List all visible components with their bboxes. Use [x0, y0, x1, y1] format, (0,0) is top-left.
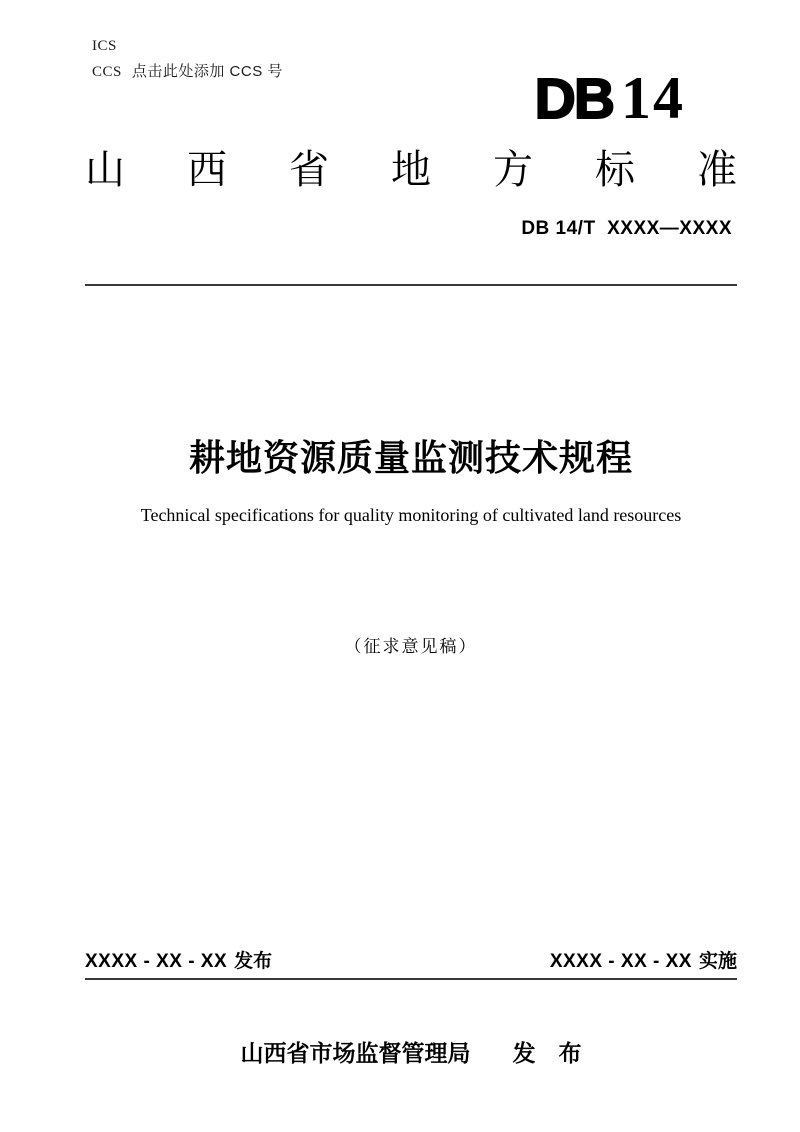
footer-dates	[85, 950, 737, 974]
classification-block	[92, 34, 283, 85]
standard-name-char: 方	[493, 148, 533, 192]
issue-date-label: 发布	[234, 951, 273, 972]
publisher-name: 山西省市场监督管理局	[240, 1040, 471, 1066]
issue-date-group	[85, 950, 272, 974]
document-title-cn: 耕地资源质量监测技术规程	[188, 437, 633, 478]
header-rule	[85, 284, 737, 286]
standard-name-char: 地	[391, 148, 431, 192]
publish-action-label: 发 布	[512, 1040, 582, 1066]
standard-name-char: 准	[697, 148, 737, 192]
db14-logo	[534, 65, 685, 131]
standard-name-char: 标	[595, 148, 635, 192]
implementation-date-group	[550, 950, 737, 974]
db14-logo-prefix: DB	[534, 67, 613, 131]
issue-date: XXXX - XX - XX	[85, 951, 228, 972]
db14-logo-number: 14	[621, 65, 685, 131]
draft-note: （征求意见稿）	[344, 637, 478, 656]
standard-name	[85, 146, 737, 194]
implementation-date: XXXX - XX - XX	[549, 951, 692, 972]
ccs-code-line	[92, 59, 283, 85]
document-title-en: Technical specifications for quality monitoring of cultivated land resources	[140, 505, 682, 525]
ics-code-label: ICS	[92, 38, 117, 54]
publisher-line	[85, 1035, 737, 1068]
standard-name-char: 山	[85, 148, 125, 192]
ccs-placeholder[interactable]: 点击此处添加 CCS 号	[131, 63, 283, 80]
implementation-date-label: 实施	[698, 951, 737, 972]
standard-name-char: 省	[289, 148, 329, 192]
footer-rule	[85, 978, 737, 980]
doc-number: DB 14/T XXXX—XXXX	[521, 218, 732, 239]
ccs-code-label: CCS	[92, 64, 122, 80]
standard-name-char: 西	[187, 148, 227, 192]
